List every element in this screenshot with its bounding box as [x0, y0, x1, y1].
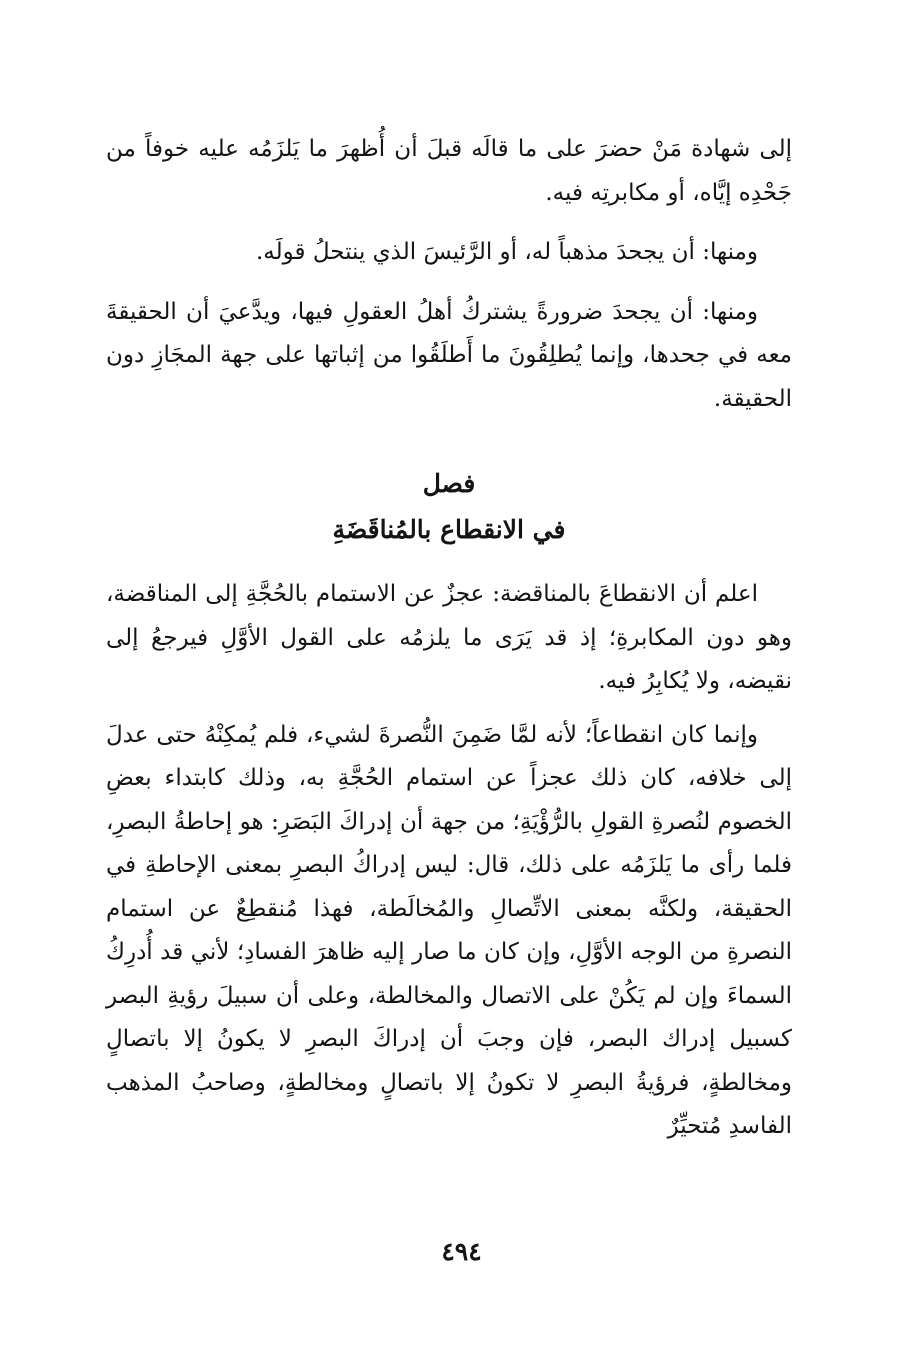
- section-title: فصل: [422, 469, 476, 498]
- paragraph-denying-doctrine: ومنها: أن يجحدَ مذهباً له، أو الرَّئيسَ الذي ينتحلُ قولَه.: [255, 239, 758, 265]
- page-body: [106, 128, 792, 1149]
- paragraph-definition: اعلم أن الانقطاعَ بالمناقضة: عجزٌ عن الاستمام بالحُجَّةِ إلى المناقضة، وهو دون المكابرةِ؛ إذ قد يَرَى ما يلزمُه على القول الأوَّلِ فيرجعُ إلى نقيضه، ولا يُكابِرُ فيه.: [106, 581, 792, 694]
- page-number: ٤٩٤: [441, 1237, 482, 1266]
- section-subtitle: في الانقطاع بالمُناقَضَةِ: [332, 515, 566, 544]
- paragraph-explanation: وإنما كان انقطاعاً؛ لأنه لمَّا ضَمِنَ النُّصرةَ لشيء، فلم يُمكِنْهُ حتى عدلَ إلى خلافه، كان ذلك عجزاً عن استمام الحُجَّةِ به، وذلك كابتداء بعضِ الخصوم لنُصرةِ القولِ بالرُّؤْيَةِ؛ من جهة أن إدراكَ البَصَرِ: هو إحاطةُ البصرِ، فلما رأى ما يَلزَمُه على ذلك، قال: ليس إدراكُ البصرِ بمعنى الإحاطةِ في الحقيقة، ولكنَّه بمعنى الاتِّصالِ والمُخالَطة، فهذا مُنقطِعٌ عن استمام النصرةِ من الوجه الأوَّلِ، وإن كان ما صار إليه ظاهرَ الفسادِ؛ لأني قد أُدرِكُ السماءَ وإن لم يَكُنْ على الاتصال والمخالطة، وعلى أن سبيلَ رؤيةِ البصر كسبيل إدراك البصر، فإن وجبَ أن إدراكَ البصرِ لا يكونُ إلا باتصالٍ ومخالطةٍ، فرؤيةُ البصرِ لا تكونُ إلا باتصالٍ ومخالطةٍ، وصاحبُ المذهب الفاسدِ مُتحيِّرٌ: [106, 721, 792, 1139]
- paragraph-continuation: إلى شهادة مَنْ حضرَ على ما قالَه قبلَ أن أُظهرَ ما يَلزَمُه عليه خوفاً من جَحْدِه إيَّاه، أو مكابرتِه فيه.: [106, 136, 792, 206]
- section-heading: [106, 461, 792, 553]
- paragraph-denying-necessity: ومنها: أن يجحدَ ضرورةً يشتركُ أهلُ العقولِ فيها، ويدَّعيَ أن الحقيقةَ معه في جحدها، وإنما يُطلِقُونَ ما أَطلَقُوا من إثباتها على جهة المجَازِ دون الحقيقة.: [106, 298, 792, 412]
